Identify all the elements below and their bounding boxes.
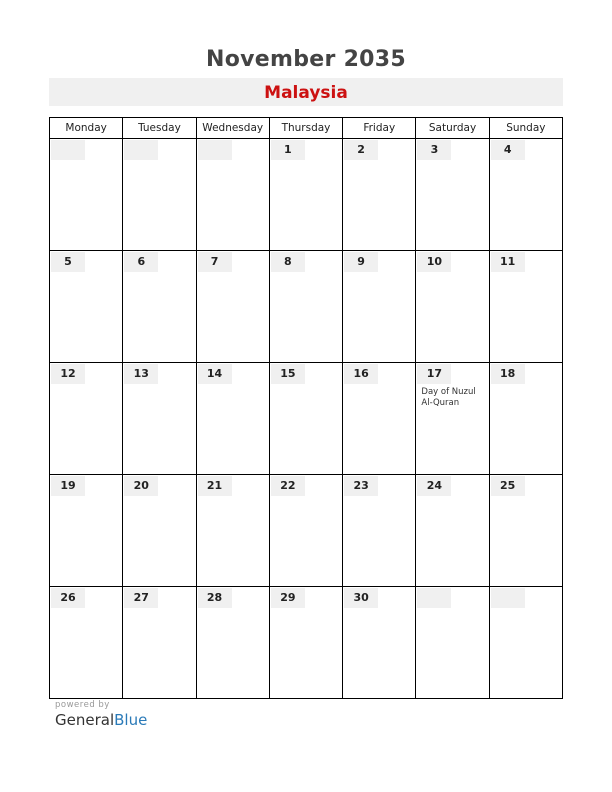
empty-day-cell [416,587,489,699]
week-row [50,587,563,699]
day-cell [343,139,416,251]
day-cell [416,363,489,475]
day-number: 21 [206,479,223,492]
day-number-box [491,140,525,160]
day-number-box [491,364,525,384]
day-number-box [198,252,232,272]
day-number: 26 [60,591,76,604]
day-cell [123,251,196,363]
day-number-box [344,364,378,384]
day-number-box [124,140,158,160]
day-number: 22 [280,479,296,492]
day-number-box [51,252,85,272]
day-number: 24 [426,479,443,492]
day-cell [489,139,562,251]
day-cell [269,139,342,251]
day-cell [269,251,342,363]
day-number-box [198,588,232,608]
day-number-box [124,476,158,496]
day-number-box [51,476,85,496]
week-row [50,139,563,251]
calendar-title: November 2035 [205,47,407,72]
day-number: 29 [280,591,296,604]
day-cell [416,139,489,251]
day-cell [196,363,269,475]
empty-day-cell [50,139,123,251]
day-number-box [271,476,305,496]
day-number: 14 [206,367,223,380]
day-number: 2 [357,143,365,156]
day-number-box [271,588,305,608]
day-cell [269,475,342,587]
day-number: 9 [357,255,365,268]
weekday-header: Sunday [489,118,562,139]
day-cell [269,587,342,699]
day-cell [123,587,196,699]
day-number: 1 [284,143,292,156]
day-cell [343,587,416,699]
day-cell [50,587,123,699]
day-number-box [417,364,451,384]
day-number: 7 [210,255,219,268]
day-number-box [344,252,378,272]
empty-day-cell [489,587,562,699]
day-cell [196,587,269,699]
day-cell [489,363,562,475]
day-number-box [271,140,305,160]
day-number: 15 [280,367,296,380]
empty-day-cell [196,139,269,251]
weekday-header: Thursday [269,118,342,139]
day-cell [343,251,416,363]
brand-general: General [55,711,115,729]
day-number-box [491,252,525,272]
weekday-header: Friday [343,118,416,139]
day-number-box [51,364,85,384]
day-number-box [344,140,378,160]
day-number-box [198,476,232,496]
weekday-header: Tuesday [123,118,196,139]
day-number: 10 [426,255,443,268]
day-number: 12 [60,367,76,380]
day-number-box [271,252,305,272]
day-number: 18 [500,367,516,380]
calendar-body [50,139,563,699]
day-number: 3 [430,143,439,156]
day-number: 19 [60,479,76,492]
country-name: Malaysia [264,83,348,103]
day-number: 5 [64,255,72,268]
day-number: 23 [353,479,369,492]
day-cell [489,251,562,363]
day-number: 6 [137,255,146,268]
day-number-box [344,476,378,496]
day-number-box [491,588,525,608]
day-cell [343,475,416,587]
day-number-box [198,364,232,384]
day-number-box [124,252,158,272]
country-banner [49,78,563,106]
day-cell [123,475,196,587]
day-number-box [51,140,85,160]
day-number-box [198,140,232,160]
day-cell [416,251,489,363]
powered-by-label: powered by [55,700,110,710]
day-number: 16 [353,367,369,380]
day-cell [489,475,562,587]
brand-logo [55,711,147,729]
day-number-box [417,252,451,272]
holiday-label: Day of Nuzul Al-Quran [421,387,476,408]
day-number-box [271,364,305,384]
day-number: 4 [503,143,512,156]
day-number-box [417,476,451,496]
calendar-grid [49,117,563,699]
day-number: 17 [426,367,443,380]
day-number-box [344,588,378,608]
day-cell [416,475,489,587]
day-number: 8 [284,255,292,268]
day-cell [343,363,416,475]
footer [55,700,147,729]
brand-blue: Blue [114,711,148,729]
day-cell [50,475,123,587]
day-number-box [491,476,525,496]
week-row [50,363,563,475]
day-number-box [124,364,158,384]
weekday-header: Wednesday [196,118,269,139]
empty-day-cell [123,139,196,251]
day-number: 30 [353,591,369,604]
day-number-box [124,588,158,608]
day-number-box [417,140,451,160]
day-number: 13 [133,367,149,380]
day-cell [269,363,342,475]
day-cell [50,251,123,363]
day-number-box [51,588,85,608]
day-cell [123,363,196,475]
day-number: 28 [206,591,223,604]
day-number: 11 [500,255,516,268]
day-number: 25 [500,479,516,492]
week-row [50,475,563,587]
day-cell [50,363,123,475]
day-number-box [417,588,451,608]
weekday-header: Saturday [416,118,489,139]
week-row [50,251,563,363]
day-cell [196,251,269,363]
day-number: 27 [133,591,149,604]
weekday-header-row [50,118,563,139]
day-number: 20 [133,479,149,492]
weekday-header: Monday [50,118,123,139]
day-cell [196,475,269,587]
